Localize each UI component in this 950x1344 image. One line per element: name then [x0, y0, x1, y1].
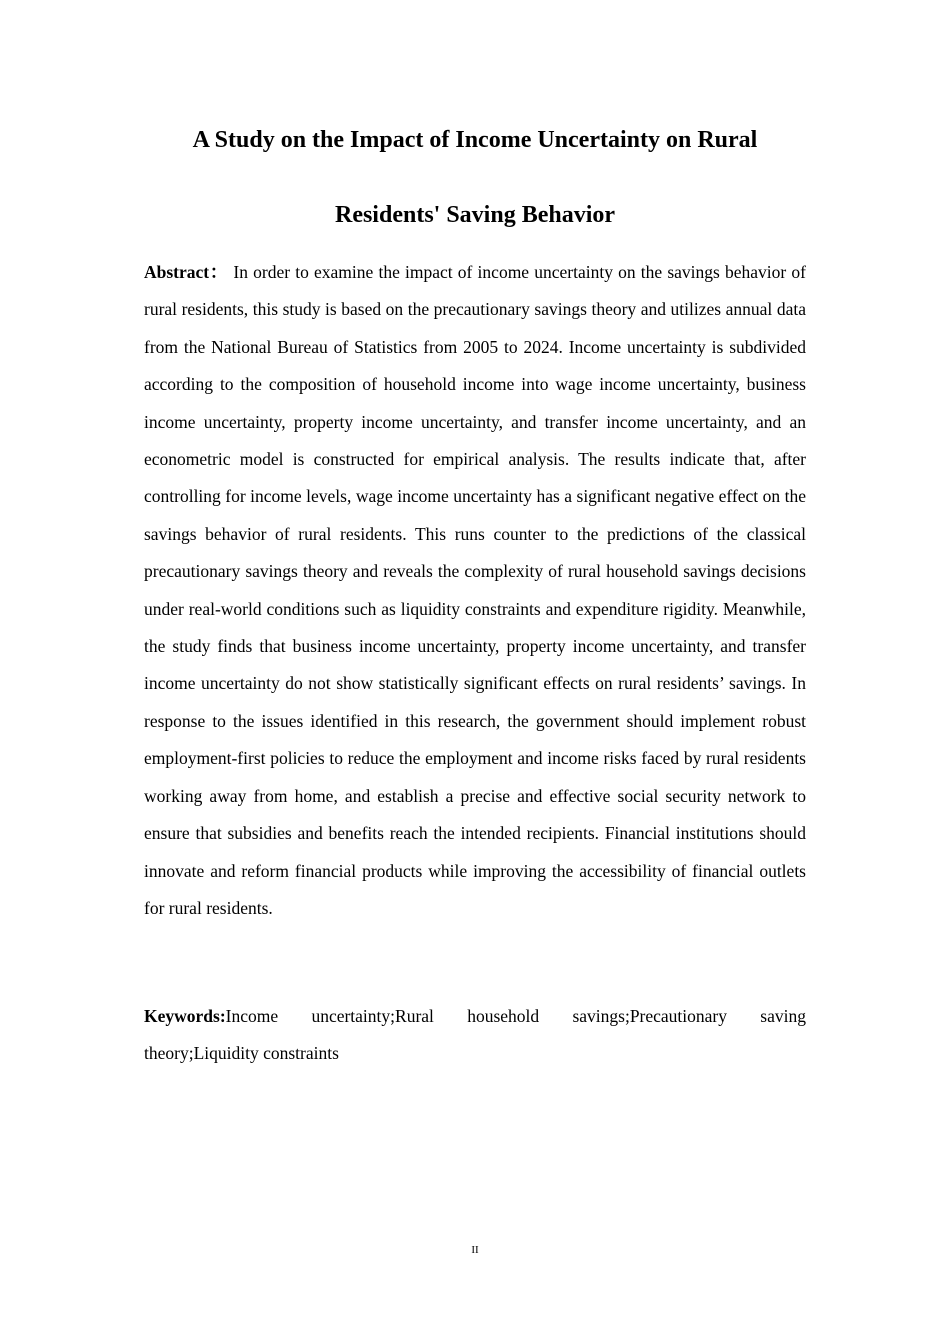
paper-title-line-2: Residents' Saving Behavior: [334, 202, 616, 228]
abstract-label: Abstract：: [144, 262, 229, 282]
page-number: II: [471, 1244, 479, 1256]
keywords-paragraph: [144, 998, 806, 1073]
keywords-text: Income uncertainty;Rural household savings;Precautionary saving theory;Liquidity constraints: [144, 1006, 806, 1064]
keywords-label: Keywords:: [144, 1006, 226, 1026]
abstract-text: In order to examine the impact of income uncertainty on the savings behavior of rural residents, this study is based on the precautionary savings theory and utilizes annual data from the National Bureau of Statistics from 2005 to 2024. Income uncertainty is subdivided according to the composition of household income into wage income uncertainty, business income uncertainty, property income uncertainty, and transfer income uncertainty, and an econometric model is constructed for empirical analysis. The results indicate that, after controlling for income levels, wage income uncertainty has a significant negative effect on the savings behavior of rural residents. This runs counter to the predictions of the classical precautionary savings theory and reveals the complexity of rural household savings decisions under real-world conditions such as liquidity constraints and expenditure rigidity. Meanwhile, the study finds that business income uncertainty, property income uncertainty, and transfer income uncertainty do not show statistically significant effects on rural residents’ savings. In response to the issues identified in this research, the government should implement robust employment-first policies to reduce the employment and income risks faced by rural residents working away from home, and establish a precise and effective social security network to ensure that subsidies and benefits reach the intended recipients. Financial institutions should innovate and reform financial products while improving the accessibility of financial outlets for rural residents.: [144, 262, 806, 918]
abstract-paragraph: [144, 254, 806, 927]
paper-title-line-1: A Study on the Impact of Income Uncertainty on Rural: [192, 127, 758, 153]
